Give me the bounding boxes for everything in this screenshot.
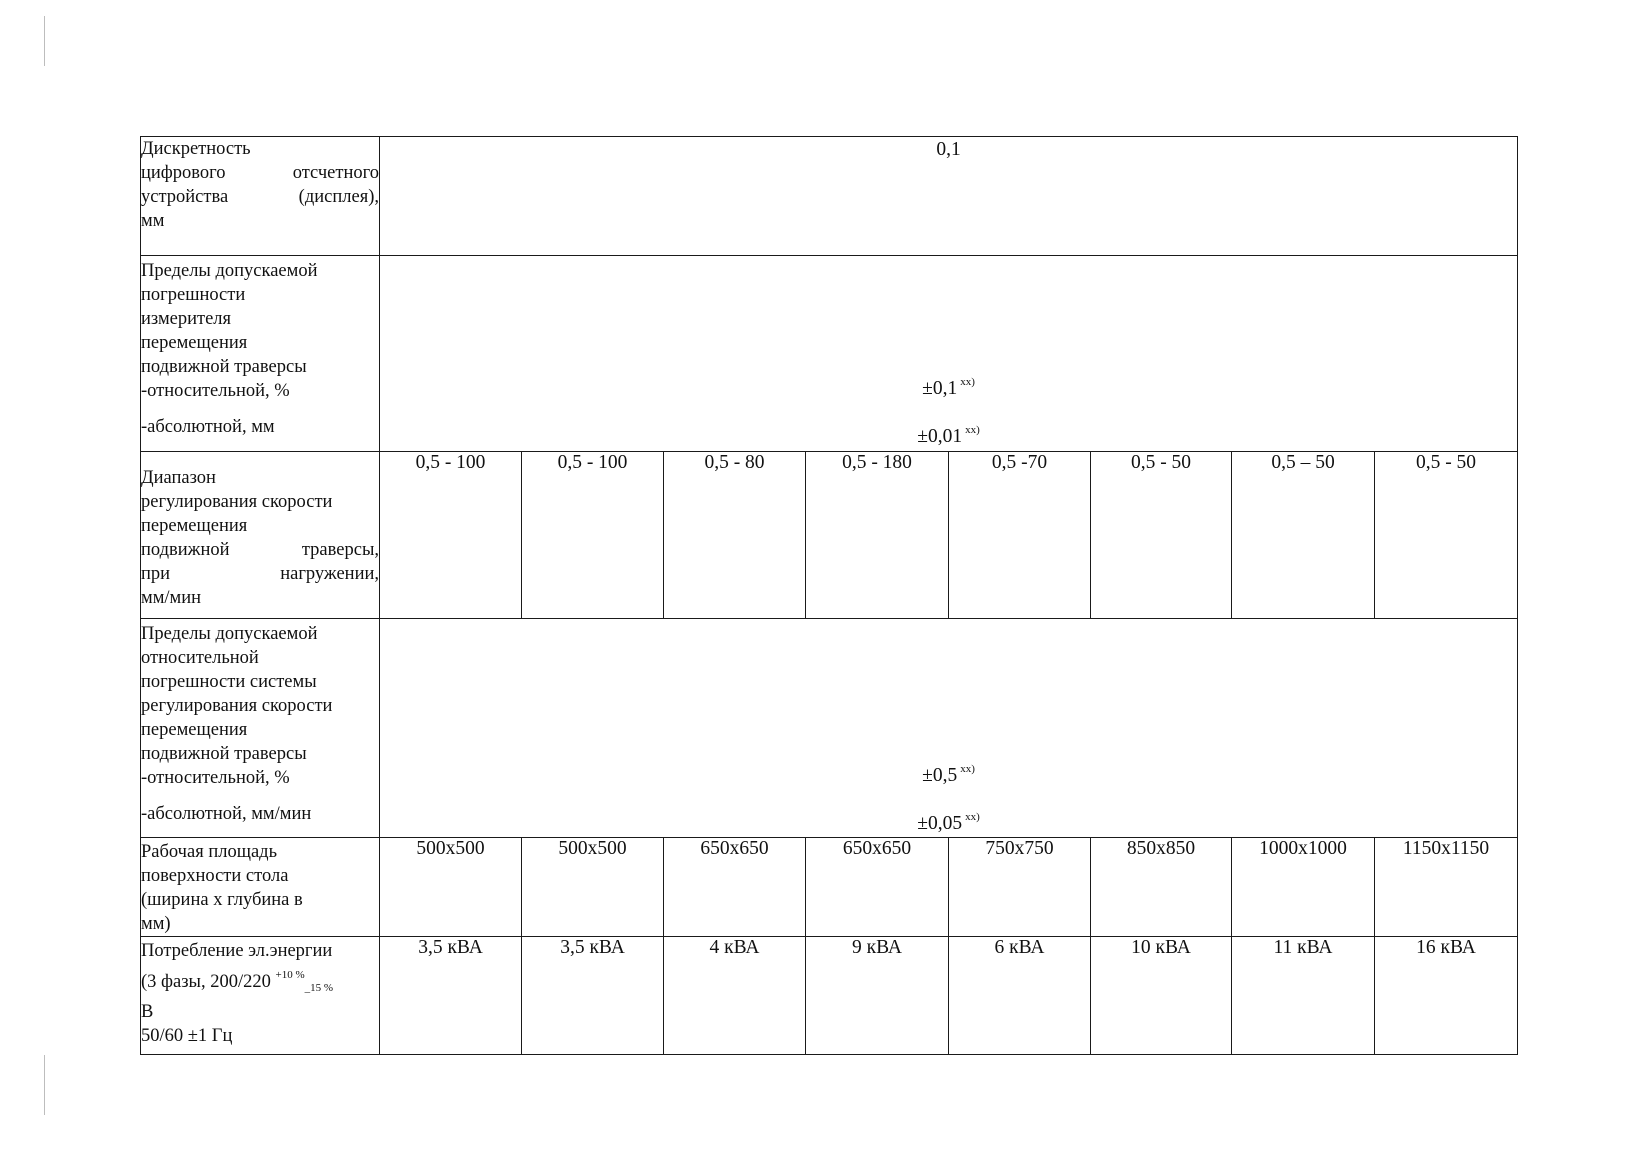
table-cell: 0,5 – 50 — [1232, 452, 1375, 619]
table-cell: 0,5 - 50 — [1091, 452, 1232, 619]
value-text: ±0,05 — [917, 813, 963, 834]
table-row-power-consumption — [141, 937, 1518, 1055]
label-line: (ширина х глубина в — [141, 890, 303, 910]
row-label — [141, 619, 380, 838]
merged-value-cell — [380, 137, 1518, 256]
label-line: мм — [141, 211, 165, 231]
label-line: регулирования скорости — [141, 492, 333, 512]
label-line: цифрового отсчетного — [141, 163, 379, 183]
table-cell: 1000x1000 — [1232, 838, 1375, 937]
row-label — [141, 838, 380, 937]
footnote-marker: xx) — [960, 763, 975, 775]
table-cell: 0,5 - 80 — [664, 452, 806, 619]
label-line: мм) — [141, 914, 171, 934]
label-line: -абсолютной, мм/мин — [141, 804, 312, 824]
table-cell: 11 кВА — [1232, 937, 1375, 1055]
table-cell: 0,5 - 100 — [380, 452, 522, 619]
specifications-table — [140, 136, 1518, 1055]
table-row-speed-control-error — [141, 619, 1518, 838]
label-line: погрешности системы — [141, 672, 317, 692]
table-cell: 500x500 — [522, 838, 664, 937]
value-text: ±0,01 — [917, 426, 963, 447]
row-label — [141, 937, 380, 1055]
scan-artifact-mark — [44, 1055, 45, 1115]
row-label — [141, 452, 380, 619]
row-label — [141, 256, 380, 452]
table-cell: 6 кВА — [949, 937, 1091, 1055]
voltage-text: (3 фазы, 200/220 — [141, 972, 271, 992]
scan-artifact-mark — [44, 16, 45, 66]
label-line: -относительной, % — [141, 768, 290, 788]
label-line: измерителя — [141, 309, 232, 329]
label-line: перемещения — [141, 516, 248, 536]
table-cell: 0,5 -70 — [949, 452, 1091, 619]
label-line: Рабочая площадь — [141, 842, 278, 862]
footnote-marker: xx) — [965, 424, 980, 436]
label-line: Пределы допускаемой — [141, 261, 318, 281]
label-line: 50/60 ±1 Гц — [141, 1026, 233, 1046]
merged-value-cell — [380, 256, 1518, 452]
table-cell: 0,5 - 180 — [806, 452, 949, 619]
label-line: перемещения — [141, 333, 248, 353]
relative-error-value — [380, 376, 1517, 400]
table-row-working-area — [141, 838, 1518, 937]
table-cell: 0,5 - 50 — [1375, 452, 1518, 619]
label-line: Пределы допускаемой — [141, 624, 318, 644]
label-line: Дискретность — [141, 139, 251, 159]
table-cell: 1150x1150 — [1375, 838, 1518, 937]
table-row-display-resolution — [141, 137, 1518, 256]
label-line: мм/мин — [141, 588, 202, 608]
label-line: Потребление эл.энергии — [141, 941, 333, 961]
table-row-speed-range — [141, 452, 1518, 619]
footnote-marker: xx) — [965, 811, 980, 823]
label-line: -абсолютной, мм — [141, 417, 275, 437]
label-line: перемещения — [141, 720, 248, 740]
label-line: В — [141, 1002, 154, 1022]
label-line: при нагружении, — [141, 564, 379, 584]
label-line: -относительной, % — [141, 381, 290, 401]
label-line: устройства (дисплея), — [141, 187, 379, 207]
table-cell: 0,5 - 100 — [522, 452, 664, 619]
absolute-speed-error-value — [380, 811, 1517, 835]
label-line — [141, 963, 379, 1000]
table-cell: 16 кВА — [1375, 937, 1518, 1055]
label-line: относительной — [141, 648, 259, 668]
value-text: ±0,5 — [922, 765, 958, 786]
tolerance-lower: _15 % — [304, 982, 334, 994]
label-line: Диапазон — [141, 468, 216, 488]
table-cell: 3,5 кВА — [522, 937, 664, 1055]
label-line: поверхности стола — [141, 866, 289, 886]
table-cell: 750x750 — [949, 838, 1091, 937]
label-line: погрешности — [141, 285, 246, 305]
label-line: подвижной траверсы — [141, 357, 307, 377]
table-cell: 3,5 кВА — [380, 937, 522, 1055]
table-row-displacement-error — [141, 256, 1518, 452]
table-cell: 4 кВА — [664, 937, 806, 1055]
display-resolution-value: 0,1 — [936, 139, 961, 160]
table-cell: 500x500 — [380, 838, 522, 937]
tolerance-upper: +10 % — [275, 969, 305, 981]
label-line: подвижной траверсы — [141, 744, 307, 764]
row-label — [141, 137, 380, 256]
table-cell: 9 кВА — [806, 937, 949, 1055]
relative-speed-error-value — [380, 763, 1517, 787]
footnote-marker: xx) — [960, 376, 975, 388]
label-line: регулирования скорости — [141, 696, 333, 716]
absolute-error-value — [380, 424, 1517, 448]
table-cell: 850x850 — [1091, 838, 1232, 937]
merged-value-cell — [380, 619, 1518, 838]
value-text: ±0,1 — [922, 378, 958, 399]
label-line: подвижной траверсы, — [141, 540, 379, 560]
table-cell: 650x650 — [806, 838, 949, 937]
table-cell: 650x650 — [664, 838, 806, 937]
table-cell: 10 кВА — [1091, 937, 1232, 1055]
